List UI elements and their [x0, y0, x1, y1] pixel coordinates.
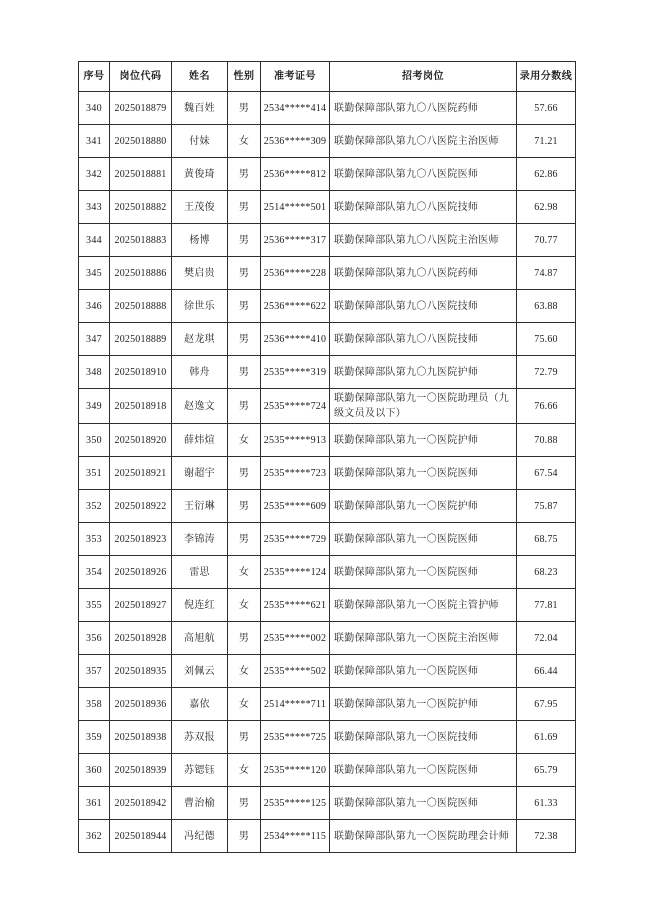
cell-score-line: 62.98 [517, 191, 576, 224]
cell-name: 冯纪德 [172, 820, 228, 853]
cell-serial-number: 345 [79, 257, 110, 290]
cell-position-code: 2025018923 [110, 523, 172, 556]
cell-name: 薛炜煊 [172, 424, 228, 457]
cell-position-code: 2025018889 [110, 323, 172, 356]
cell-serial-number: 340 [79, 92, 110, 125]
column-header-1: 岗位代码 [110, 62, 172, 92]
cell-serial-number: 348 [79, 356, 110, 389]
cell-ticket-number: 2535*****725 [261, 721, 330, 754]
cell-ticket-number: 2535*****002 [261, 622, 330, 655]
cell-recruit-position: 联勤保障部队第九一〇医院技师 [330, 721, 517, 754]
column-header-0: 序号 [79, 62, 110, 92]
cell-position-code: 2025018935 [110, 655, 172, 688]
cell-name: 王茂俊 [172, 191, 228, 224]
cell-name: 雷思 [172, 556, 228, 589]
cell-position-code: 2025018880 [110, 125, 172, 158]
cell-ticket-number: 2535*****124 [261, 556, 330, 589]
cell-gender: 男 [228, 389, 261, 424]
cell-serial-number: 347 [79, 323, 110, 356]
cell-position-code: 2025018936 [110, 688, 172, 721]
cell-name: 嘉依 [172, 688, 228, 721]
table-row [79, 125, 576, 158]
cell-ticket-number: 2514*****501 [261, 191, 330, 224]
cell-recruit-position: 联勤保障部队第九一〇医院护师 [330, 424, 517, 457]
cell-recruit-position: 联勤保障部队第九〇八医院药师 [330, 257, 517, 290]
cell-gender: 女 [228, 655, 261, 688]
cell-score-line: 61.33 [517, 787, 576, 820]
column-header-4: 准考证号 [261, 62, 330, 92]
cell-serial-number: 343 [79, 191, 110, 224]
cell-gender: 男 [228, 323, 261, 356]
cell-gender: 女 [228, 754, 261, 787]
cell-score-line: 72.79 [517, 356, 576, 389]
cell-gender: 男 [228, 523, 261, 556]
cell-score-line: 70.77 [517, 224, 576, 257]
cell-position-code: 2025018883 [110, 224, 172, 257]
cell-position-code: 2025018938 [110, 721, 172, 754]
cell-score-line: 71.21 [517, 125, 576, 158]
cell-name: 刘佩云 [172, 655, 228, 688]
cell-serial-number: 360 [79, 754, 110, 787]
table-row [79, 424, 576, 457]
cell-serial-number: 352 [79, 490, 110, 523]
cell-ticket-number: 2514*****711 [261, 688, 330, 721]
table-row [79, 457, 576, 490]
cell-gender: 男 [228, 787, 261, 820]
table-row [79, 257, 576, 290]
cell-score-line: 57.66 [517, 92, 576, 125]
cell-gender: 男 [228, 224, 261, 257]
cell-serial-number: 356 [79, 622, 110, 655]
cell-score-line: 67.95 [517, 688, 576, 721]
cell-score-line: 65.79 [517, 754, 576, 787]
cell-position-code: 2025018928 [110, 622, 172, 655]
cell-ticket-number: 2535*****724 [261, 389, 330, 424]
table-row [79, 556, 576, 589]
cell-name: 黄俊琦 [172, 158, 228, 191]
cell-recruit-position: 联勤保障部队第九〇八医院技师 [330, 323, 517, 356]
column-header-2: 姓名 [172, 62, 228, 92]
cell-name: 谢超宇 [172, 457, 228, 490]
table-row [79, 787, 576, 820]
cell-position-code: 2025018926 [110, 556, 172, 589]
cell-ticket-number: 2536*****410 [261, 323, 330, 356]
cell-recruit-position: 联勤保障部队第九一〇医院医师 [330, 556, 517, 589]
cell-recruit-position: 联勤保障部队第九〇八医院主治医师 [330, 224, 517, 257]
cell-position-code: 2025018939 [110, 754, 172, 787]
table-row [79, 389, 576, 424]
cell-ticket-number: 2535*****319 [261, 356, 330, 389]
cell-serial-number: 350 [79, 424, 110, 457]
cell-name: 苏锶钰 [172, 754, 228, 787]
cell-position-code: 2025018944 [110, 820, 172, 853]
cell-serial-number: 341 [79, 125, 110, 158]
cell-position-code: 2025018881 [110, 158, 172, 191]
cell-gender: 男 [228, 257, 261, 290]
cell-score-line: 77.81 [517, 589, 576, 622]
table-row [79, 158, 576, 191]
table-row [79, 655, 576, 688]
cell-name: 魏百姓 [172, 92, 228, 125]
cell-score-line: 67.54 [517, 457, 576, 490]
column-header-6: 录用分数线 [517, 62, 576, 92]
cell-ticket-number: 2535*****125 [261, 787, 330, 820]
cell-score-line: 76.66 [517, 389, 576, 424]
cell-gender: 女 [228, 424, 261, 457]
table-row [79, 820, 576, 853]
cell-name: 李锦涛 [172, 523, 228, 556]
cell-gender: 女 [228, 556, 261, 589]
cell-recruit-position: 联勤保障部队第九一〇医院医师 [330, 754, 517, 787]
cell-gender: 男 [228, 356, 261, 389]
cell-name: 王衍琳 [172, 490, 228, 523]
cell-position-code: 2025018920 [110, 424, 172, 457]
cell-recruit-position: 联勤保障部队第九一〇医院主管护师 [330, 589, 517, 622]
cell-recruit-position: 联勤保障部队第九〇八医院医师 [330, 158, 517, 191]
cell-serial-number: 359 [79, 721, 110, 754]
cell-position-code: 2025018879 [110, 92, 172, 125]
cell-position-code: 2025018886 [110, 257, 172, 290]
cell-gender: 男 [228, 191, 261, 224]
cell-gender: 男 [228, 622, 261, 655]
cell-gender: 男 [228, 290, 261, 323]
cell-serial-number: 342 [79, 158, 110, 191]
cell-recruit-position: 联勤保障部队第九一〇医院主治医师 [330, 622, 517, 655]
cell-score-line: 72.38 [517, 820, 576, 853]
cell-recruit-position: 联勤保障部队第九一〇医院护师 [330, 688, 517, 721]
cell-recruit-position: 联勤保障部队第九一〇医院助理员（九级文员及以下） [330, 389, 517, 424]
cell-ticket-number: 2535*****913 [261, 424, 330, 457]
cell-gender: 男 [228, 158, 261, 191]
cell-serial-number: 344 [79, 224, 110, 257]
table-body [79, 92, 576, 853]
cell-recruit-position: 联勤保障部队第九〇八医院技师 [330, 290, 517, 323]
cell-score-line: 75.87 [517, 490, 576, 523]
cell-name: 付妹 [172, 125, 228, 158]
cell-name: 倪连红 [172, 589, 228, 622]
cell-recruit-position: 联勤保障部队第九〇八医院主治医师 [330, 125, 517, 158]
table-row [79, 589, 576, 622]
cell-position-code: 2025018922 [110, 490, 172, 523]
cell-recruit-position: 联勤保障部队第九一〇医院助理会计师 [330, 820, 517, 853]
cell-name: 赵逸文 [172, 389, 228, 424]
cell-recruit-position: 联勤保障部队第九一〇医院医师 [330, 523, 517, 556]
cell-score-line: 68.23 [517, 556, 576, 589]
cell-gender: 女 [228, 125, 261, 158]
table-row [79, 191, 576, 224]
cell-score-line: 61.69 [517, 721, 576, 754]
cell-gender: 男 [228, 92, 261, 125]
cell-recruit-position: 联勤保障部队第九一〇医院医师 [330, 787, 517, 820]
table-header-row [79, 62, 576, 92]
admission-score-table [78, 61, 576, 853]
cell-score-line: 68.75 [517, 523, 576, 556]
cell-score-line: 70.88 [517, 424, 576, 457]
cell-serial-number: 355 [79, 589, 110, 622]
cell-gender: 女 [228, 589, 261, 622]
cell-serial-number: 349 [79, 389, 110, 424]
table-row [79, 523, 576, 556]
cell-gender: 男 [228, 490, 261, 523]
cell-recruit-position: 联勤保障部队第九〇八医院药师 [330, 92, 517, 125]
cell-serial-number: 353 [79, 523, 110, 556]
column-header-5: 招考岗位 [330, 62, 517, 92]
cell-serial-number: 357 [79, 655, 110, 688]
cell-name: 高旭航 [172, 622, 228, 655]
cell-name: 樊启贵 [172, 257, 228, 290]
table-row [79, 721, 576, 754]
cell-gender: 女 [228, 688, 261, 721]
cell-ticket-number: 2536*****309 [261, 125, 330, 158]
cell-position-code: 2025018927 [110, 589, 172, 622]
cell-position-code: 2025018942 [110, 787, 172, 820]
cell-score-line: 66.44 [517, 655, 576, 688]
cell-score-line: 63.88 [517, 290, 576, 323]
cell-name: 曹治榆 [172, 787, 228, 820]
cell-ticket-number: 2534*****115 [261, 820, 330, 853]
table-row [79, 323, 576, 356]
cell-serial-number: 362 [79, 820, 110, 853]
cell-name: 杨博 [172, 224, 228, 257]
cell-ticket-number: 2535*****729 [261, 523, 330, 556]
cell-name: 赵龙琪 [172, 323, 228, 356]
table-row [79, 224, 576, 257]
cell-score-line: 72.04 [517, 622, 576, 655]
table-row [79, 490, 576, 523]
cell-gender: 男 [228, 820, 261, 853]
cell-ticket-number: 2534*****414 [261, 92, 330, 125]
cell-serial-number: 361 [79, 787, 110, 820]
cell-name: 苏双报 [172, 721, 228, 754]
cell-recruit-position: 联勤保障部队第九一〇医院护师 [330, 490, 517, 523]
cell-serial-number: 358 [79, 688, 110, 721]
cell-name: 韩舟 [172, 356, 228, 389]
cell-score-line: 74.87 [517, 257, 576, 290]
cell-serial-number: 354 [79, 556, 110, 589]
cell-recruit-position: 联勤保障部队第九〇九医院护师 [330, 356, 517, 389]
table-row [79, 356, 576, 389]
cell-recruit-position: 联勤保障部队第九〇八医院技师 [330, 191, 517, 224]
cell-score-line: 75.60 [517, 323, 576, 356]
cell-recruit-position: 联勤保障部队第九一〇医院医师 [330, 457, 517, 490]
table-row [79, 290, 576, 323]
table-row [79, 754, 576, 787]
cell-gender: 男 [228, 721, 261, 754]
cell-ticket-number: 2536*****228 [261, 257, 330, 290]
cell-ticket-number: 2535*****120 [261, 754, 330, 787]
cell-position-code: 2025018910 [110, 356, 172, 389]
cell-position-code: 2025018882 [110, 191, 172, 224]
cell-serial-number: 351 [79, 457, 110, 490]
cell-ticket-number: 2535*****609 [261, 490, 330, 523]
cell-score-line: 62.86 [517, 158, 576, 191]
cell-name: 徐世乐 [172, 290, 228, 323]
cell-ticket-number: 2535*****723 [261, 457, 330, 490]
cell-position-code: 2025018888 [110, 290, 172, 323]
table-row [79, 688, 576, 721]
column-header-3: 性别 [228, 62, 261, 92]
cell-ticket-number: 2535*****621 [261, 589, 330, 622]
cell-gender: 男 [228, 457, 261, 490]
cell-position-code: 2025018918 [110, 389, 172, 424]
cell-ticket-number: 2535*****502 [261, 655, 330, 688]
cell-recruit-position: 联勤保障部队第九一〇医院医师 [330, 655, 517, 688]
cell-ticket-number: 2536*****622 [261, 290, 330, 323]
table-row [79, 92, 576, 125]
cell-position-code: 2025018921 [110, 457, 172, 490]
cell-ticket-number: 2536*****812 [261, 158, 330, 191]
cell-serial-number: 346 [79, 290, 110, 323]
cell-ticket-number: 2536*****317 [261, 224, 330, 257]
table-row [79, 622, 576, 655]
